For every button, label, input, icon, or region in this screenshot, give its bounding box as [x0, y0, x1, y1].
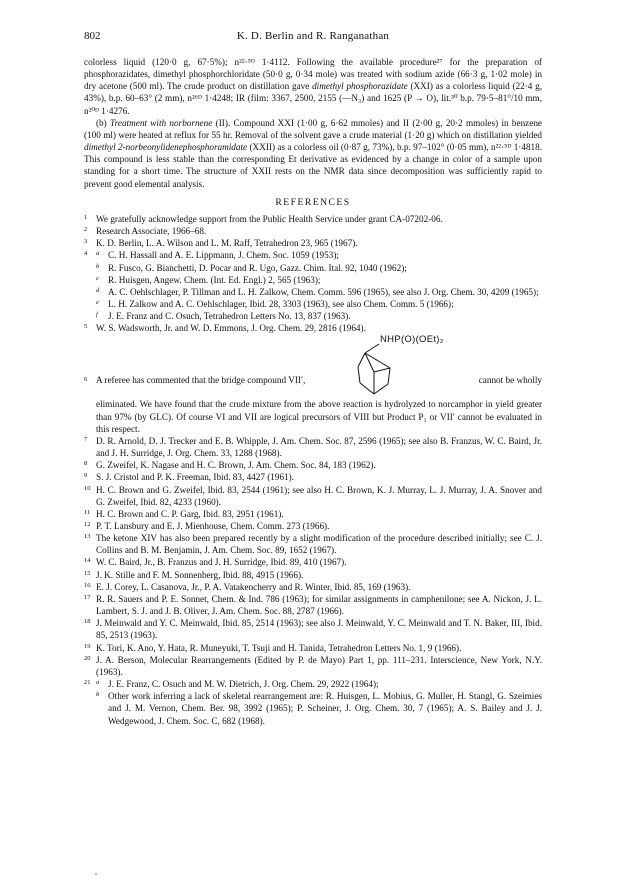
ref-17: 17 R. R. Sauers and P. E. Sonnet, Chem. & Ind. 786 (1963); for similar assignments in camphenilone; see A. Nickon, J. L. Lambert, S. J. and J. B. Oliver, J. Am. Chem. Soc. 88, 2787 (1966).	[84, 593, 542, 617]
running-header	[84, 30, 542, 46]
ref-20: 20 J. A. Berson, Molecular Rearrangements (Edited by P. de Mayo) Part 1, pp. 111–231. Interscience, New York, N.Y. (1963).	[84, 654, 542, 677]
ref-19: 19 K. Tori, K. Ano, Y. Hata, R. Muneyuki, T. Tsuji and H. Tanida, Tetrahedron Letters No. 1, 9 (1966).	[84, 642, 462, 653]
ref-6-text-a: A referee has commented that the bridge compound VII′,	[96, 375, 306, 386]
paragraph-2: (b) Treatment with norbornene (II). Compound XXI (1·00 g, 6·62 mmoles) and II (2·00 g, 20·2 mmoles) in benzene (100 ml) were heated at reflux for 55 hr. Removal of the solvent gave a crude material (1·20 g) which on distillation yielded dimethyl 2-norbeonylidenephosphoramidate (XXII) as a colorless oil (0·87 g, 73%), b.p. 97–102° (0·05 mm), n²²·⁵ᴰ 1·4818. This compound is less stable than the corresponding Et derivative as evidenced by a change in color of a sample upon standing for a short time. The structure of XXII rests on the NMR data since decomposition was sufficiently rapid to prevent good elemental analysis.	[84, 117, 543, 189]
ref-1: 1 We gratefully acknowledge support from the Public Health Service under grant CA-07202-06.	[84, 213, 443, 224]
ref-12: 12 P. T. Lansbury and E. J. Mienhouse, Chem. Comm. 273 (1966).	[84, 521, 330, 531]
article-body	[84, 56, 542, 727]
ref-13: 13 The ketone XIV has also been prepared recently by a slight modification of the procedure described initially; see C. J. Collins and B. M. Benjamin, J. Am. Chem. Soc. 89, 1652 (1967).	[84, 533, 542, 556]
paragraph-1: colorless liquid (120·0 g, 67·5%); n²²·⁵ᴰ 1·4112. Following the available procedure²⁷ for the preparation of phosphorazidates, dimethyl phosphorchloridate (50·0 g, 0·34 mole) was treated with sodium azide (66·3 g, 1·02 mole) in dry acetone (500 ml). The crude product on distillation gave dimethyl phosphorazidate (XXI) as a colorless liquid (22·4 g, 43%), b.p. 60–63° (2 mm), n²⁶ᴰ 1·4248; IR (film: 3367, 2500, 2155 (—N₃) and 1625 (P → O), lit.³⁰ b.p. 79·5–81°/10 mm, n²⁰ᴰ 1·4276.	[84, 57, 543, 116]
ref-10: 10 H. C. Brown and G. Zweifel, Ibid. 83, 2544 (1961); see also H. C. Brown, K. J. Murray, L. J. Murray, J. A. Snover and G. Zweifel, Ibid. 82, 4233 (1960).	[84, 484, 542, 507]
ref-6-continued: eliminated. We have found that the crude mixture from the above reaction is hydrolyzed to norcamphor in yield greater than 97% (by GLC). Of course VI and VII are logical precursors of VIII but Product P₁ or VII′ cannot be evaluated in this respect.	[96, 399, 542, 434]
ref-18: 18 J. Meinwald and Y. C. Meinwald, Ibid. 85, 2514 (1963); see also J. Meinwald, Y. C. Meinwald and T. N. Baker, III, Ibid. 85, 2513 (1963).	[84, 618, 542, 641]
ref-6-text-b: cannot be wholly	[478, 375, 542, 386]
ref-9: 9 S. J. Cristol and P. K. Freeman, Ibid. 83, 4427 (1961).	[84, 472, 295, 483]
ref-5: 5 W. S. Wadsworth, Jr. and W. D. Emmons, J. Org. Chem. 29, 2816 (1964).	[84, 323, 366, 334]
ref-11: 11 H. C. Brown and C. P. Garg, Ibid. 83, 2951 (1961).	[84, 508, 284, 519]
scan-speck	[95, 873, 97, 875]
ref-3: 3 K. D. Berlin, L. A. Wilson and L. M. Raff, Tetrahedron 23, 965 (1967).	[84, 238, 358, 249]
ref-16: 16 E. J. Corey, L. Casanova, Jr., P. A. Vatakencherry and R. Winter, Ibid. 85, 169 (1963).	[84, 581, 411, 592]
ref-15: 15 J. K. Stille and F. M. Sonnenberg, Ibid. 88, 4915 (1966).	[84, 569, 304, 580]
ref-8: 8 G. Zweifel, K. Nagase and H. C. Brown, J. Am. Chem. Soc. 84, 183 (1962).	[84, 460, 376, 471]
page-number: 802	[84, 30, 101, 42]
structure-label: NHP(O)(OEt)₂	[380, 334, 444, 346]
ref-6: 6 A referee has commented that the bridge compound VII′, NHP(O)(OEt)₂ cannot be wholly	[84, 334, 542, 396]
bridge-compound-structure	[346, 334, 526, 396]
ref-7: 7 D. R. Arnold, D. J. Trecker and E. B. Whipple, J. Am. Chem. Soc. 87, 2596 (1965); see also B. Franzus, W. C. Baird, Jr. and J. H. Surridge, J. Org. Chem. 33, 1288 (1968).	[84, 435, 542, 459]
running-authors: K. D. Berlin and R. Ranganathan	[236, 30, 390, 42]
ref-2: 2 Research Associate, 1966–68.	[84, 226, 207, 237]
ref-4: 4 a C. H. Hassall and A. E. Lippmann, J. Chem. Soc. 1059 (1953); b R. Fusco, G. Bianchetti, D. Pocar and R. Ugo, Gazz. Chim. Ital. 92, 1040 (1962); c R. Huisgen, Angew. Chem. (Int. Ed. Engl.) 2, 565 (1963); d A. C. Oehlschlager, P. Tillman and L. H. Zalkow, Chem. Comm. 596 (1965), see also J. Org. Chem. 30, 4209 (1965); e L. H. Zalkow and A. C. Oehlschlager, Ibid. 28, 3303 (1963), see also Chem. Comm. 5 (1966); f J. E. Franz and C. Osuch, Tetrahedron Letters No. 13, 837 (1963).	[84, 250, 539, 322]
ref-14: 14 W. C. Baird, Jr., B. Franzus and J. H. Surridge, Ibid. 89, 410 (1967).	[84, 557, 347, 568]
references-heading: REFERENCES	[275, 196, 351, 208]
ref-21: 21 a J. E. Franz, C. Osuch and M. W. Dietrich, J. Org. Chem. 29, 2922 (1964); b Other work inferring a lack of skeletal rearrangement are: R. Huisgen, L. Mobius, G. Muller, H. Stangl, G. Szeimies and J. M. Vernon, Chem. Ber. 98, 3992 (1965); P. Scheiner, J. Org. Chem. 30, 7 (1965); A. S. Bailey and J. J. Wedgewood, J. Chem. Soc. C, 682 (1968).	[84, 679, 542, 726]
